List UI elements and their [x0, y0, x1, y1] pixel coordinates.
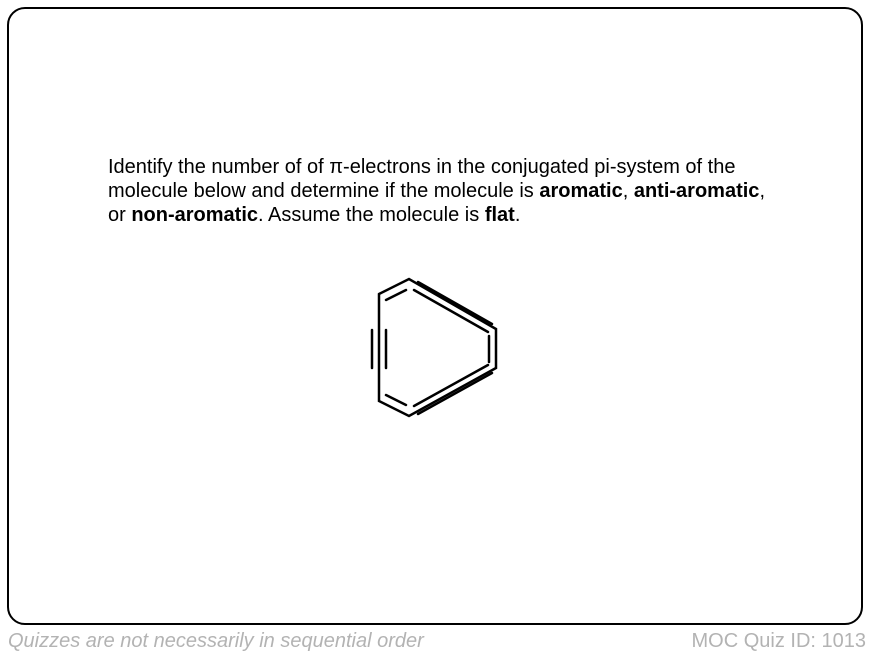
hexagon-outline [379, 279, 496, 416]
question-part2: . Assume the molecule is [258, 204, 485, 226]
quiz-id: MOC Quiz ID: 1013 [691, 630, 866, 652]
triple-bond-top-right-a [414, 290, 488, 332]
question-sep1: , [622, 180, 634, 202]
double-bond-top-left [386, 290, 406, 300]
triple-bond-bottom-right-a [414, 365, 488, 406]
triple-bond-top-right-b [418, 282, 492, 324]
question-part1: Identify the number of of π-electrons in the conjugated pi-system of the molecule below and determine if the molecule is [108, 156, 736, 202]
triple-bond-bottom-right-b [418, 373, 492, 414]
term-aromatic: aromatic [539, 180, 623, 202]
question-part3: . [514, 204, 521, 226]
question-text [108, 155, 788, 227]
molecule-structure [360, 270, 510, 430]
question-sep2: , or [108, 180, 765, 226]
term-flat: flat [484, 204, 515, 226]
term-antiaromatic: anti-aromatic [633, 180, 760, 202]
footer-note: Quizzes are not necessarily in sequential order [8, 630, 424, 652]
term-nonaromatic: non-aromatic [131, 204, 259, 226]
double-bond-bottom-left [386, 395, 406, 405]
